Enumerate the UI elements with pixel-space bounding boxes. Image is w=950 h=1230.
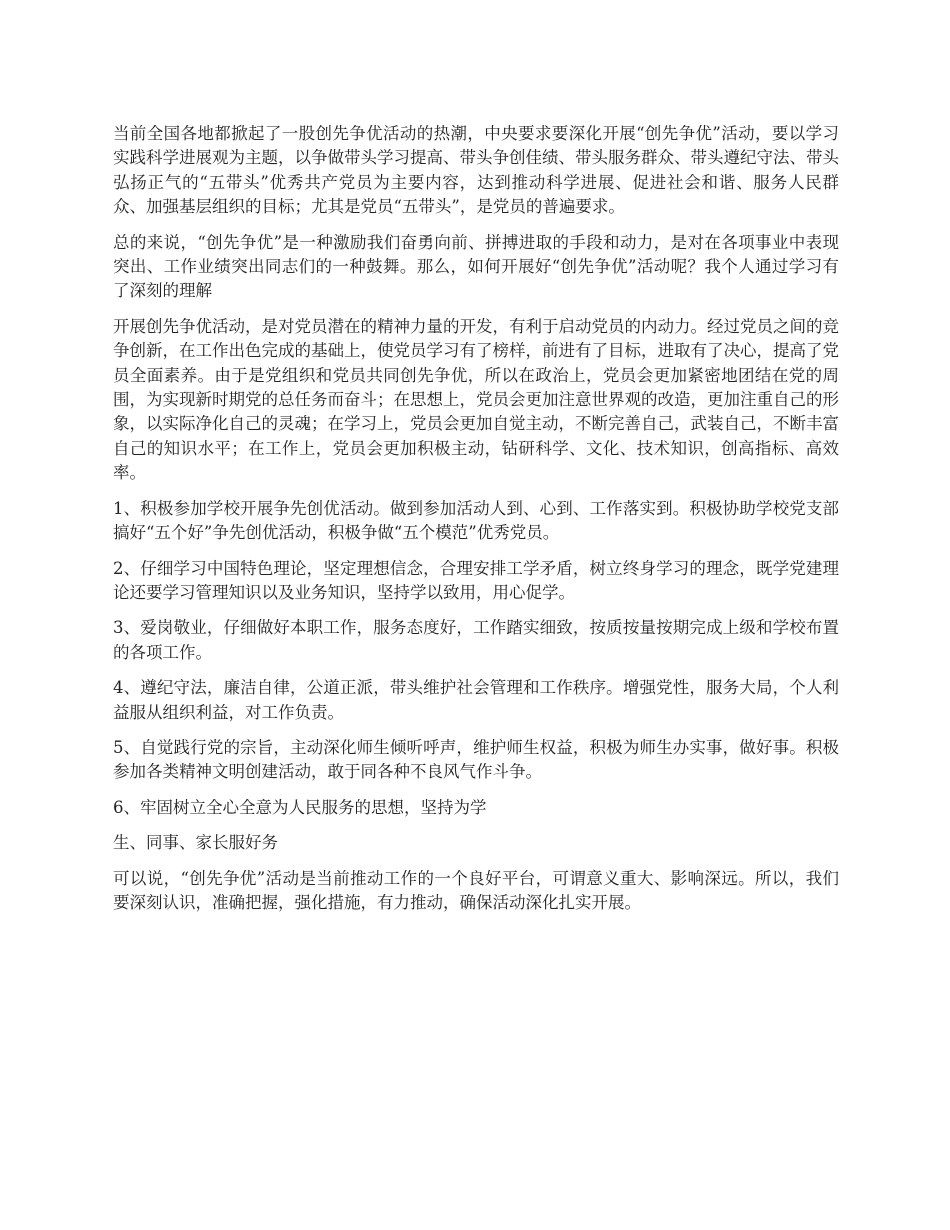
list-item-5: 5、自觉践行党的宗旨，主动深化师生倾听呼声，维护师生权益，积极为师生办实事，做好事。积极参加各类精神文明创建活动，敢于同各种不良风气作斗争。 (113, 737, 839, 782)
list-item-2: 2、仔细学习中国特色理论，坚定理想信念，合理安排工学矛盾，树立终身学习的理念，既学党建理论还要学习管理知识以及业务知识，坚持学以致用，用心促学。 (113, 558, 839, 602)
list-item-6: 6、牢固树立全心全意为人民服务的思想，坚持为学 (113, 797, 487, 817)
list-item-1: 1、积极参加学校开展争先创优活动。做到参加活动人到、心到、工作落实到。积极协助学校党支部搞好“五个好”争先创优活动，积极争做“五个模范”优秀党员。 (113, 498, 839, 543)
summary-paragraph: 总的来说，“创先争优”是一种激励我们奋勇向前、拼搏进取的手段和动力，是对在各项事业中表现突出、工作业绩突出同志们的一种鼓舞。那么，如何开展好“创先争优”活动呢？我个人通过学习有了深刻的理解 (113, 232, 839, 301)
document-body (113, 122, 839, 926)
list-item-4: 4、遵纪守法，廉洁自律，公道正派，带头维护社会管理和工作秩序。增强党性，服务大局，个人利益服从组织利益，对工作负责。 (113, 678, 839, 722)
conclusion-paragraph: 可以说，“创先争优”活动是当前推动工作的一个良好平台，可谓意义重大、影响深远。所以，我们要深刻认识，准确把握，强化措施，有力推动，确保活动深化扎实开展。 (113, 868, 839, 912)
significance-paragraph: 开展创先争优活动，是对党员潜在的精神力量的开发，有利于启动党员的内动力。经过党员之间的竞争创新，在工作出色完成的基础上，使党员学习有了榜样，前进有了目标，进取有了决心，提高了党员全面素养。由于是党组织和党员共同创先争优，所以在政治上，党员会更加紧密地团结在党的周围，为实现新时期党的总任务而奋斗；在思想上，党员会更加注意世界观的改造，更加注重自己的形象，以实际净化自己的灵魂；在学习上，党员会更加自觉主动，不断完善自己，武装自己，不断丰富自己的知识水平；在工作上，党员会更加积极主动，钻研科学、文化、技术知识，创高指标、高效率。 (113, 316, 839, 483)
list-item-3: 3、爱岗敬业，仔细做好本职工作，服务态度好，工作踏实细致，按质按量按期完成上级和学校布置的各项工作。 (113, 618, 839, 662)
intro-paragraph: 当前全国各地都掀起了一股创先争优活动的热潮，中央要求要深化开展“创先争优”活动，要以学习实践科学进展观为主题，以争做带头学习提高、带头争创佳绩、带头服务群众、带头遵纪守法、带头弘扬正气的“五带头”优秀共产党员为主要内容，达到推动科学进展、促进社会和谐、服务人民群众、加强基层组织的目标；尤其是党员“五带头”，是党员的普遍要求。 (113, 124, 839, 217)
list-item-6-continued: 生、同事、家长服好务 (113, 833, 278, 853)
